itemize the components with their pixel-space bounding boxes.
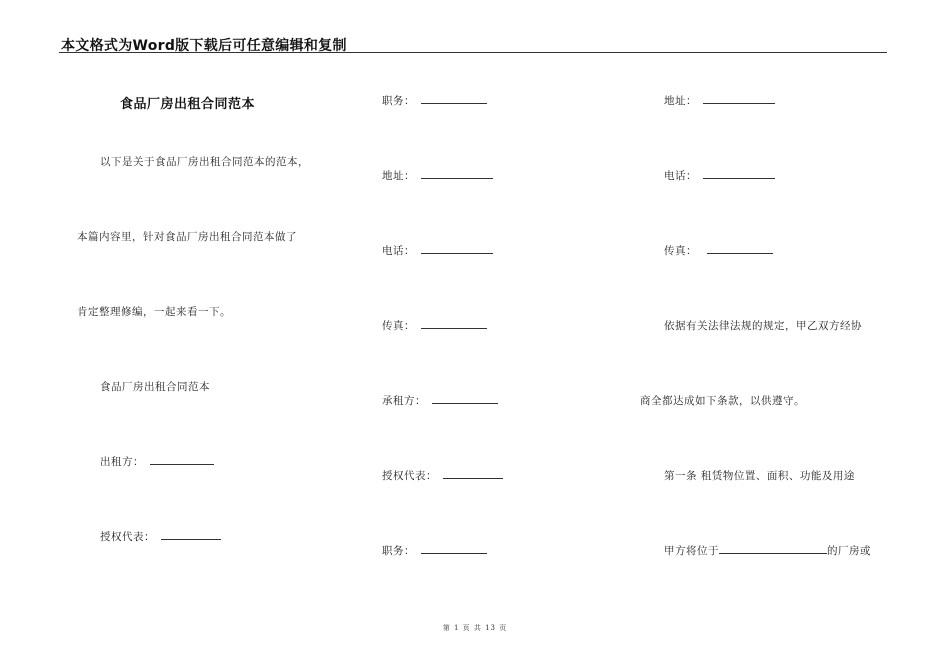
lessee-label: 承租方： bbox=[382, 395, 426, 407]
lessor-fax-field bbox=[382, 318, 487, 333]
lessee-fax-blank bbox=[707, 243, 773, 254]
lessor-phone-blank bbox=[421, 243, 493, 254]
lessor-position-blank bbox=[421, 93, 487, 104]
lessor-blank bbox=[150, 454, 214, 465]
lessor-address-label: 地址： bbox=[382, 170, 415, 182]
lessee-position-field bbox=[382, 543, 487, 558]
lessor-position-label: 职务： bbox=[382, 95, 415, 107]
lessor-fax-blank bbox=[421, 318, 487, 329]
lessor-phone-field bbox=[382, 243, 493, 258]
lessee-phone-label: 电话： bbox=[664, 170, 697, 182]
lessee-rep-label: 授权代表： bbox=[382, 470, 437, 482]
lessor-rep-field bbox=[100, 529, 221, 544]
clause-intro-line-1: 依据有关法律法规的规定，甲乙双方经协 bbox=[664, 320, 862, 332]
lessee-address-blank bbox=[703, 93, 775, 104]
header-divider bbox=[59, 52, 887, 53]
intro-line-1: 以下是关于食品厂房出租合同范本的范本， bbox=[100, 156, 309, 168]
lessee-blank bbox=[432, 393, 498, 404]
lessee-position-blank bbox=[421, 543, 487, 554]
lessee-address-label: 地址： bbox=[664, 95, 697, 107]
contract-subtitle: 食品厂房出租合同范本 bbox=[100, 381, 210, 393]
location-blank bbox=[719, 543, 827, 554]
lessee-phone-field bbox=[664, 168, 775, 183]
document-header-title: 本文格式为Word版下载后可任意编辑和复制 bbox=[61, 38, 347, 54]
lessor-rep-blank bbox=[161, 529, 221, 540]
lessee-fax-field bbox=[664, 243, 773, 258]
document-title: 食品厂房出租合同范本 bbox=[120, 97, 256, 112]
article-1-heading: 第一条 租赁物位置、面积、功能及用途 bbox=[664, 470, 855, 482]
lessee-fax-label: 传真： bbox=[664, 245, 697, 257]
location-prefix: 甲方将位于 bbox=[664, 545, 719, 557]
lessee-rep-blank bbox=[443, 468, 503, 479]
lessor-phone-label: 电话： bbox=[382, 245, 415, 257]
lessee-field bbox=[382, 393, 498, 408]
lessor-label: 出租方： bbox=[100, 456, 144, 468]
lessor-address-field bbox=[382, 168, 493, 183]
lessor-rep-label: 授权代表： bbox=[100, 531, 155, 543]
clause-intro-line-2: 商全都达成如下条款，以供遵守。 bbox=[640, 395, 805, 407]
lessor-fax-label: 传真： bbox=[382, 320, 415, 332]
location-field bbox=[664, 543, 871, 558]
intro-line-2: 本篇内容里，针对食品厂房出租合同范本做了 bbox=[77, 231, 297, 243]
lessee-address-field bbox=[664, 93, 775, 108]
lessor-position-field bbox=[382, 93, 487, 108]
location-suffix: 的厂房或 bbox=[827, 545, 871, 557]
page-number: 第 1 页 共 13 页 bbox=[442, 624, 508, 632]
intro-line-3: 肯定整理修编，一起来看一下。 bbox=[77, 306, 231, 318]
lessee-phone-blank bbox=[703, 168, 775, 179]
lessor-address-blank bbox=[421, 168, 493, 179]
lessee-position-label: 职务： bbox=[382, 545, 415, 557]
lessor-field bbox=[100, 454, 214, 469]
lessee-rep-field bbox=[382, 468, 503, 483]
